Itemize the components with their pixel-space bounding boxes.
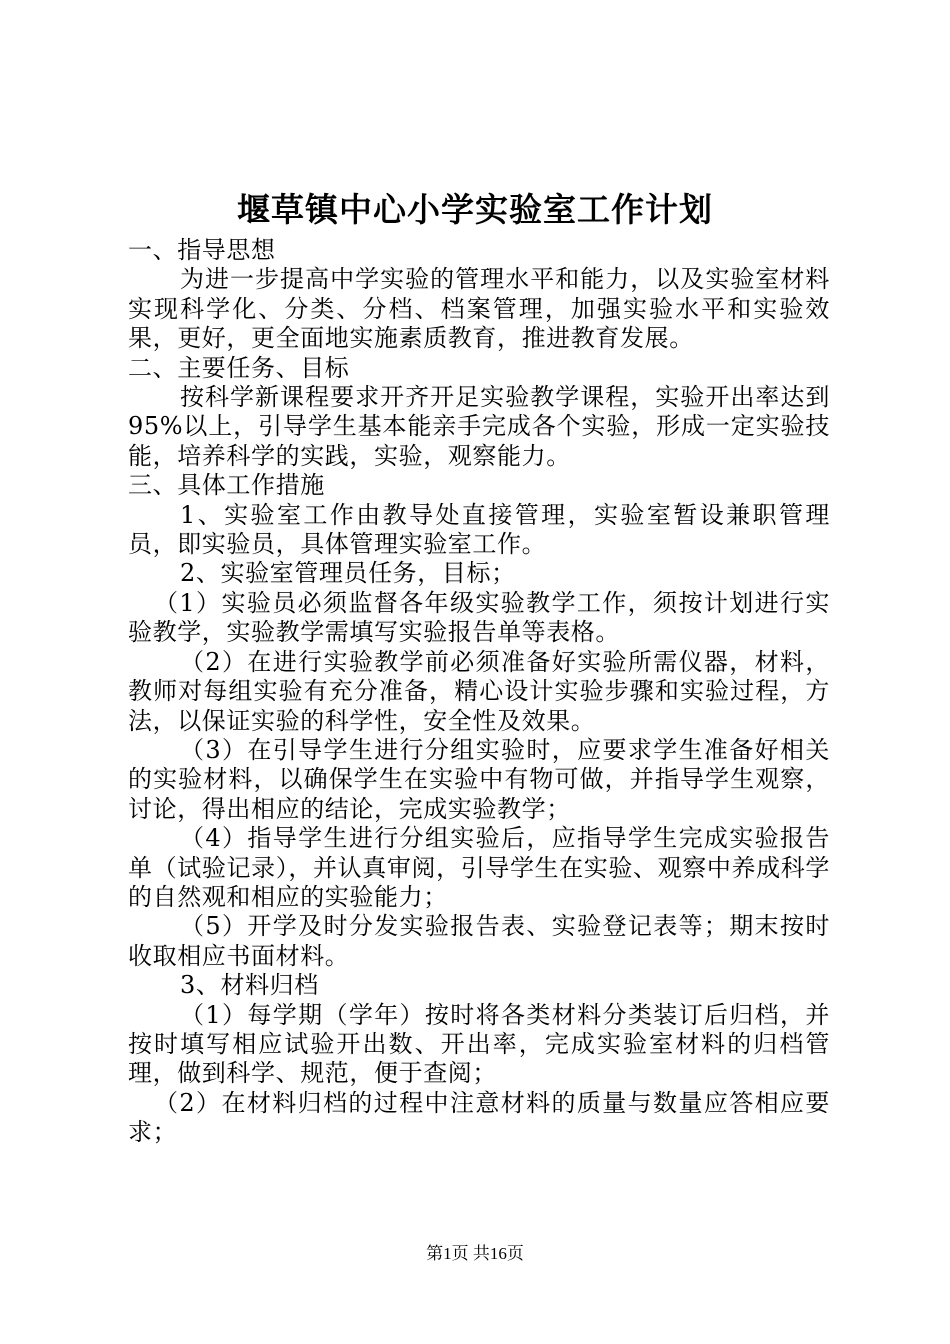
page-total: 共16页	[472, 1244, 524, 1263]
list-item: （2）在材料归档的过程中注意材料的质量与数量应答相应要求；	[128, 1088, 830, 1147]
list-item: （1）实验员必须监督各年级实验教学工作，须按计划进行实验教学，实验教学需填写实验报告单等表格。	[128, 588, 830, 647]
section-heading-specific-measures: 三、具体工作措施	[128, 471, 325, 500]
paragraph: 按科学新课程要求开齐开足实验教学课程，实验开出率达到95%以上，引导学生基本能亲手完成各个实验，形成一定实验技能，培养科学的实践，实验，观察能力。	[128, 383, 830, 470]
section-heading-guiding-ideology: 一、指导思想	[128, 236, 276, 264]
paragraph: 3、材料归档	[180, 971, 319, 1000]
paragraph: 为进一步提高中学实验的管理水平和能力，以及实验室材料实现科学化、分类、分档、档案管理，加强实验水平和实验效果，更好，更全面地实施素质教育，推进教育发展。	[128, 265, 830, 353]
paragraph: 2、实验室管理员任务，目标；	[180, 559, 516, 588]
list-item: （3）在引导学生进行分组实验时，应要求学生准备好相关的实验材料，以确保学生在实验中有物可做，并指导学生观察，讨论，得出相应的结论，完成实验教学；	[128, 735, 830, 823]
page-footer	[0, 1242, 950, 1266]
section-heading-main-tasks: 二、主要任务、目标	[128, 353, 350, 382]
list-item: （5）开学及时分发实验报告表、实验登记表等；期末按时收取相应书面材料。	[128, 912, 830, 970]
list-item: （1）每学期（学年）按时将各类材料分类装订后归档，并按时填写相应试验开出数、开出率，完成实验室材料的归档管理，做到科学、规范，便于查阅；	[128, 1000, 830, 1088]
document-body	[128, 236, 830, 1148]
page-number: 第1页	[426, 1244, 469, 1263]
paragraph: 1、实验室工作由教导处直接管理，实验室暂设兼职管理员，即实验员，具体管理实验室工作。	[128, 500, 830, 559]
list-item: （2）在进行实验教学前必须准备好实验所需仪器，材料，教师对每组实验有充分准备，精心设计实验步骤和实验过程，方法，以保证实验的科学性，安全性及效果。	[128, 647, 830, 735]
document-title: 堰草镇中心小学实验室工作计划	[237, 190, 713, 229]
list-item: （4）指导学生进行分组实验后，应指导学生完成实验报告单（试验记录），并认真审阅，引导学生在实验、观察中养成科学的自然观和相应的实验能力；	[128, 824, 830, 911]
